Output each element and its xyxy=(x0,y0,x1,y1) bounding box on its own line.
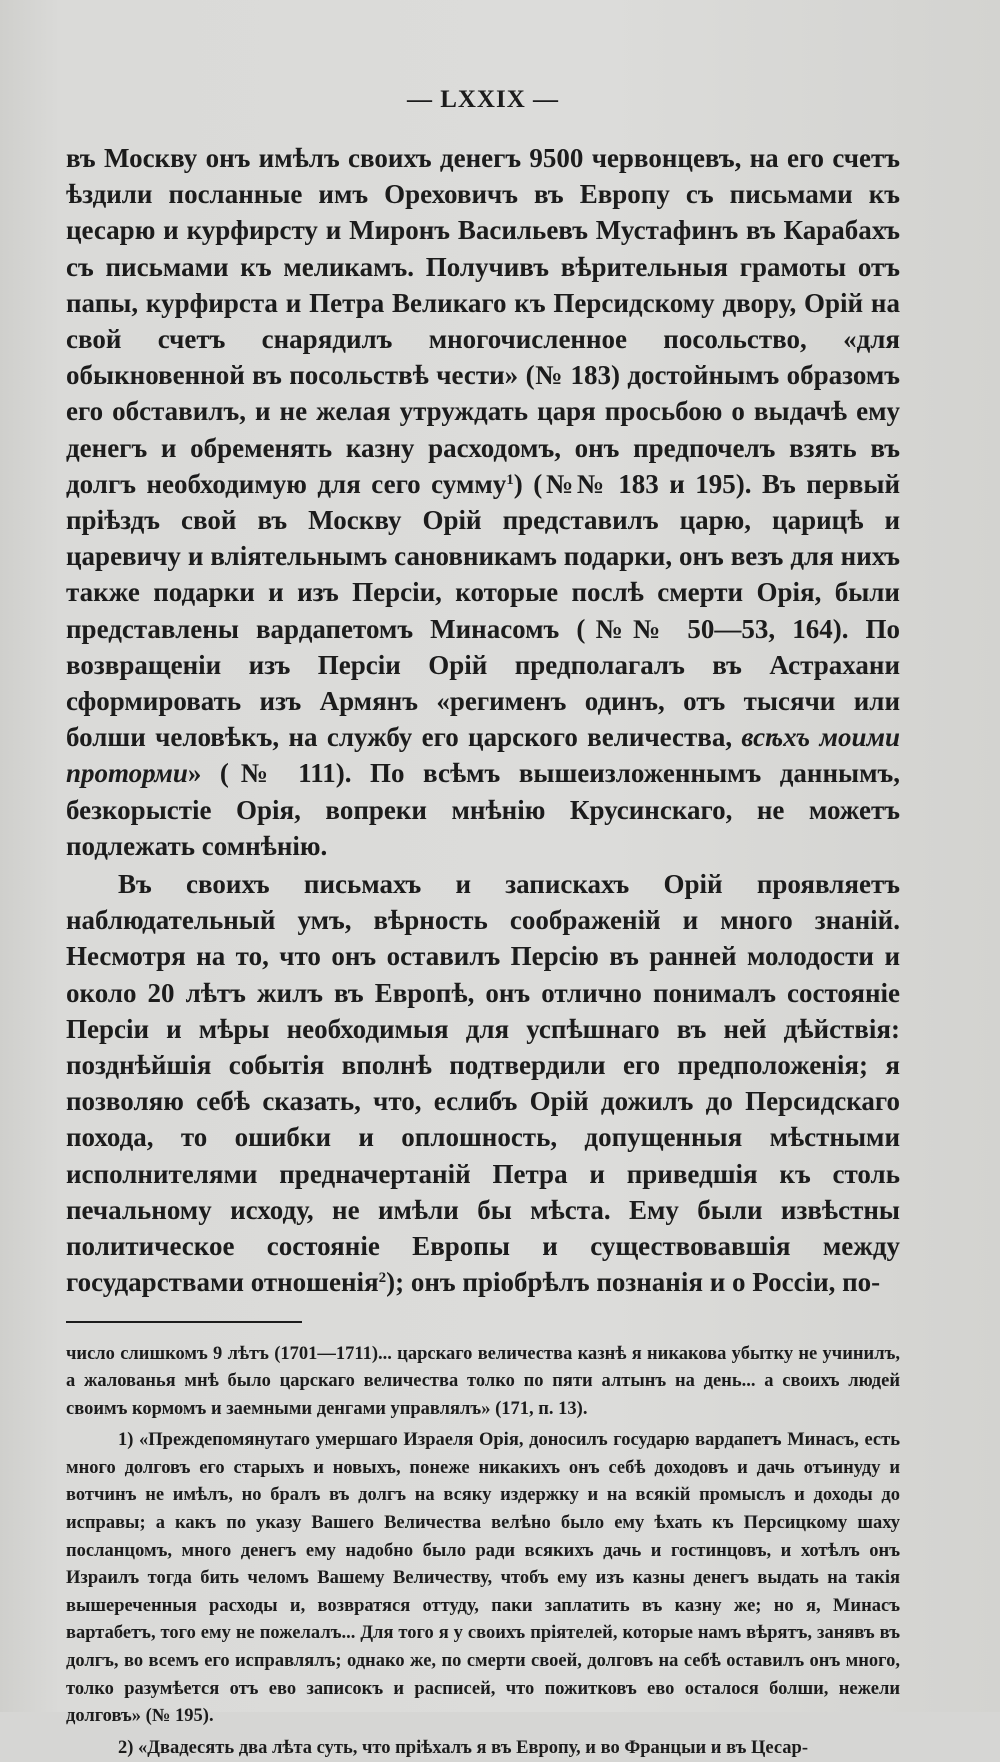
paragraph-2-text-b: ); онъ пріобрѣлъ познанія и о Россіи, по- xyxy=(386,1267,880,1297)
paragraph-1-text-c: » (№ 111). По всѣмъ вышеизложеннымъ даннымъ, безкорыстіе Орія, вопреки мнѣнію Крусинскаго, не можетъ подлежать сомнѣнію. xyxy=(66,758,900,860)
paragraph-2 xyxy=(66,866,900,1300)
page-number: — LXXIX — xyxy=(66,86,900,114)
footnotes xyxy=(66,1341,900,1762)
footnote-separator xyxy=(66,1321,302,1323)
footnote-continuation: число слишкомъ 9 лѣтъ (1701—1711)... царскаго величества казнѣ я никакова убытку не учинилъ, а жалованья мнѣ было царскаго величества толко по пяти алтынъ на день... а своихъ людей своимъ кормомъ и заемными денгами управлялъ» (171, п. 13). xyxy=(66,1341,900,1424)
footnote-ref-2: 2 xyxy=(379,1270,387,1286)
paragraph-1-text-b: ) (№№ 183 и 195). Въ первый пріѣздъ свой въ Москву Орій представилъ царю, царицѣ и царевичу и вліятельнымъ сановникамъ подарки, онъ везъ для нихъ также подарки и изъ Персіи, которые послѣ смерти Орія, были представлены вардапетомъ Минасомъ (№№ 50—53, 164). По возвращеніи изъ Персіи Орій предполагалъ въ Астрахани сформировать изъ Армянъ «регименъ одинъ, отъ тысячи или болши человѣкъ, на службу его царского величества, xyxy=(66,469,900,752)
paragraph-1 xyxy=(66,140,900,864)
paragraph-2-text-a: Въ своихъ письмахъ и запискахъ Орій проявляетъ наблюдательный умъ, вѣрность соображеній и много знаній. Несмотря на то, что онъ оставилъ Персію въ ранней молодости и около 20 лѣтъ жилъ въ Европѣ, онъ отлично понималъ состояніе Персіи и мѣры необходимыя для успѣшнаго въ ней дѣйствія: позднѣйшія событія вполнѣ подтвердили его предположенія; я позволяю себѣ сказать, что, еслибъ Орій дожилъ до Персидскаго похода, то ошибки и оплошность, допущенныя мѣстными исполнителями предначертаній Петра и приведшія къ столь печальному исходу, не имѣли бы мѣста. Ему были извѣстны политическое состояніе Европы и существовавшія между государствами отношенія xyxy=(66,869,900,1297)
footnote-1: 1) «Преждепомянутаго умершаго Израеля Орія, доносилъ государю вардапетъ Минасъ, есть много долговъ его старыхъ и новыхъ, понеже никакихъ онъ себѣ доходовъ и дачь отъинуду и вотчинъ не имѣлъ, но бралъ въ долгъ на всяку издержку и на всякій промыслъ и доходы до исправы; а какъ по указу Вашего Величества велѣно было ему ѣхать къ Персицкому шаху посланцомъ, много денегъ ему надобно было ради всякихъ дачь и гостинцовъ, и хотѣлъ онъ Израилъ тогда бить челомъ Вашему Величеству, чтобъ ему изъ казны денегъ выдать на такія вышереченныя расходы и, возвратяся оттуду, паки заплатить въ казну же; но я, Минасъ вартабетъ, того ему не пожелалъ... Для того я у своихъ пріятелей, которые намъ вѣрятъ, занявъ въ долгъ, во всемъ его исправлялъ; однако же, по смерти своей, долговъ на себѣ оставилъ онъ много, толко разумѣется отъ ево записокъ и расписей, что пожитковъ ево осталося болши, нежели долговъ» (№ 195). xyxy=(66,1427,900,1731)
emphasized-quote: всѣхъ моими проторми xyxy=(66,722,900,788)
footnote-2: 2) «Двадесять два лѣта суть, что пріѣхалъ я въ Европу, и во Францыи и въ Цесар- xyxy=(66,1735,900,1762)
paragraph-1-text-a: въ Москву онъ имѣлъ своихъ денегъ 9500 червонцевъ, на его счетъ ѣздили посланные имъ Ореховичъ въ Европу съ письмами къ цесарю и курфирсту и Миронъ Васильевъ Мустафинъ въ Карабахъ съ письмами къ меликамъ. Получивъ вѣрительныя грамоты отъ папы, курфирста и Петра Великаго къ Персидскому двору, Орій на свой счетъ снарядилъ многочисленное посольство, «для обыкновенной въ посольствѣ чести» (№ 183) достойнымъ образомъ его обставилъ, и не желая утруждать царя просьбою о выдачѣ ему денегъ и обременять казну расходомъ, онъ предпочелъ взять въ долгъ необходимую для сего сумму xyxy=(66,143,900,499)
main-text xyxy=(66,140,900,1301)
footnote-ref-1: 1 xyxy=(506,472,514,488)
